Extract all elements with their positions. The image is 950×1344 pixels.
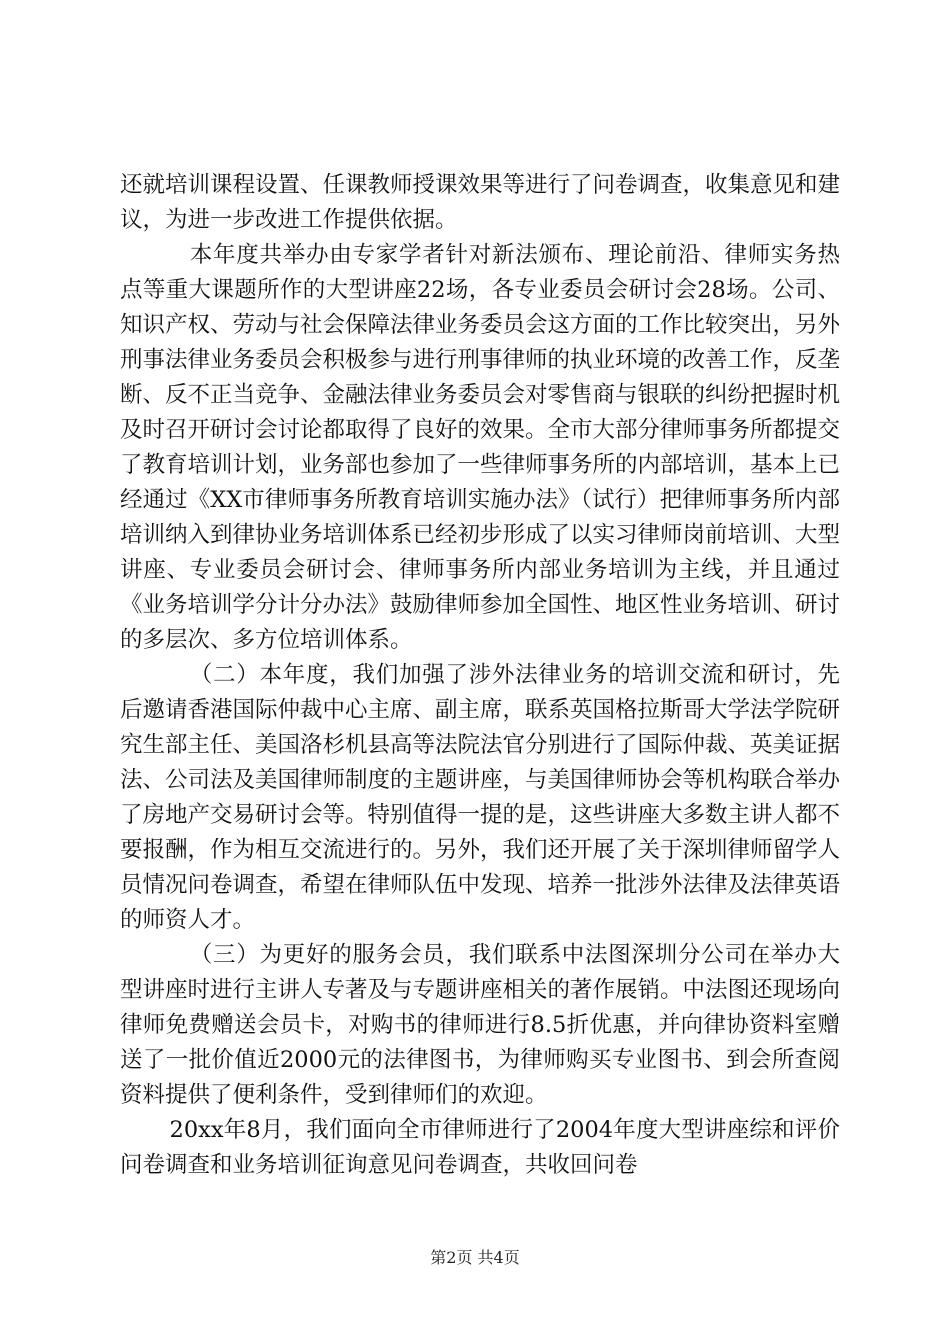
paragraph-foreign-law-training: （二）本年度，我们加强了涉外法律业务的培训交流和研讨，先后邀请香港国际仲裁中心主席、副主席，联系英国格拉斯哥大学法学院研究生部主任、美国洛杉机县高等法院法官分别进行了国际仲裁、英美证据法、公司法及美国律师制度的主题讲座，与美国律师协会等机构联合举办了房地产交易研讨会等。特别值得一提的是，这些讲座大多数主讲人都不要报酬，作为相互交流进行的。另外，我们还开展了关于深圳律师留学人员情况问卷调查，希望在律师队伍中发现、培养一批涉外法律及法律英语的师资人才。 — [120, 662, 841, 933]
paragraph-continuation: 还就培训课程设置、任课教师授课效果等进行了问卷调查，收集意见和建议，为进一步改进工作提供依据。 — [120, 172, 841, 233]
document-body — [120, 168, 840, 1183]
page-footer: 第2页 共4页 — [430, 1248, 520, 1267]
paragraph-survey: 20xx年8月，我们面向全市律师进行了2004年度大型讲座综和评价问卷调查和业务培训征询意见问卷调查，共收回问卷 — [120, 1117, 840, 1178]
paragraph-lectures-summary: 本年度共举办由专家学者针对新法颁布、理论前沿、律师实务热点等重大课题所作的大型讲座22场，各专业委员会研讨会28场。公司、知识产权、劳动与社会保障法律业务委员会这方面的工作比较突出，另外刑事法律业务委员会积极参与进行刑事律师的执业环境的改善工作，反垄断、反不正当竞争、金融法律业务委员会对零售商与银联的纠纷把握时机及时召开研讨会讨论都取得了良好的效果。全市大部分律师事务所都提交了教育培训计划，业务部也参加了一些律师事务所的内部培训，基本上已经通过《XX市律师事务所教育培训实施办法》（试行）把律师事务所内部培训纳入到律协业务培训体系已经初步形成了以实习律师岗前培训、大型讲座、专业委员会研讨会、律师事务所内部业务培训为主线，并且通过《业务培训学分计分办法》鼓励律师参加全国性、地区性业务培训、研讨的多层次、多方位培训体系。 — [120, 242, 841, 653]
paragraph-book-exhibition: （三）为更好的服务会员，我们联系中法图深圳分公司在举办大型讲座时进行主讲人专著及与专题讲座相关的著作展销。中法图还现场向律师免费赠送会员卡，对购书的律师进行8.5折优惠，并向律协资料室赠送了一批价值近2000元的法律图书，为律师购买专业图书、到会所查阅资料提供了便利条件，受到律师们的欢迎。 — [120, 942, 841, 1108]
